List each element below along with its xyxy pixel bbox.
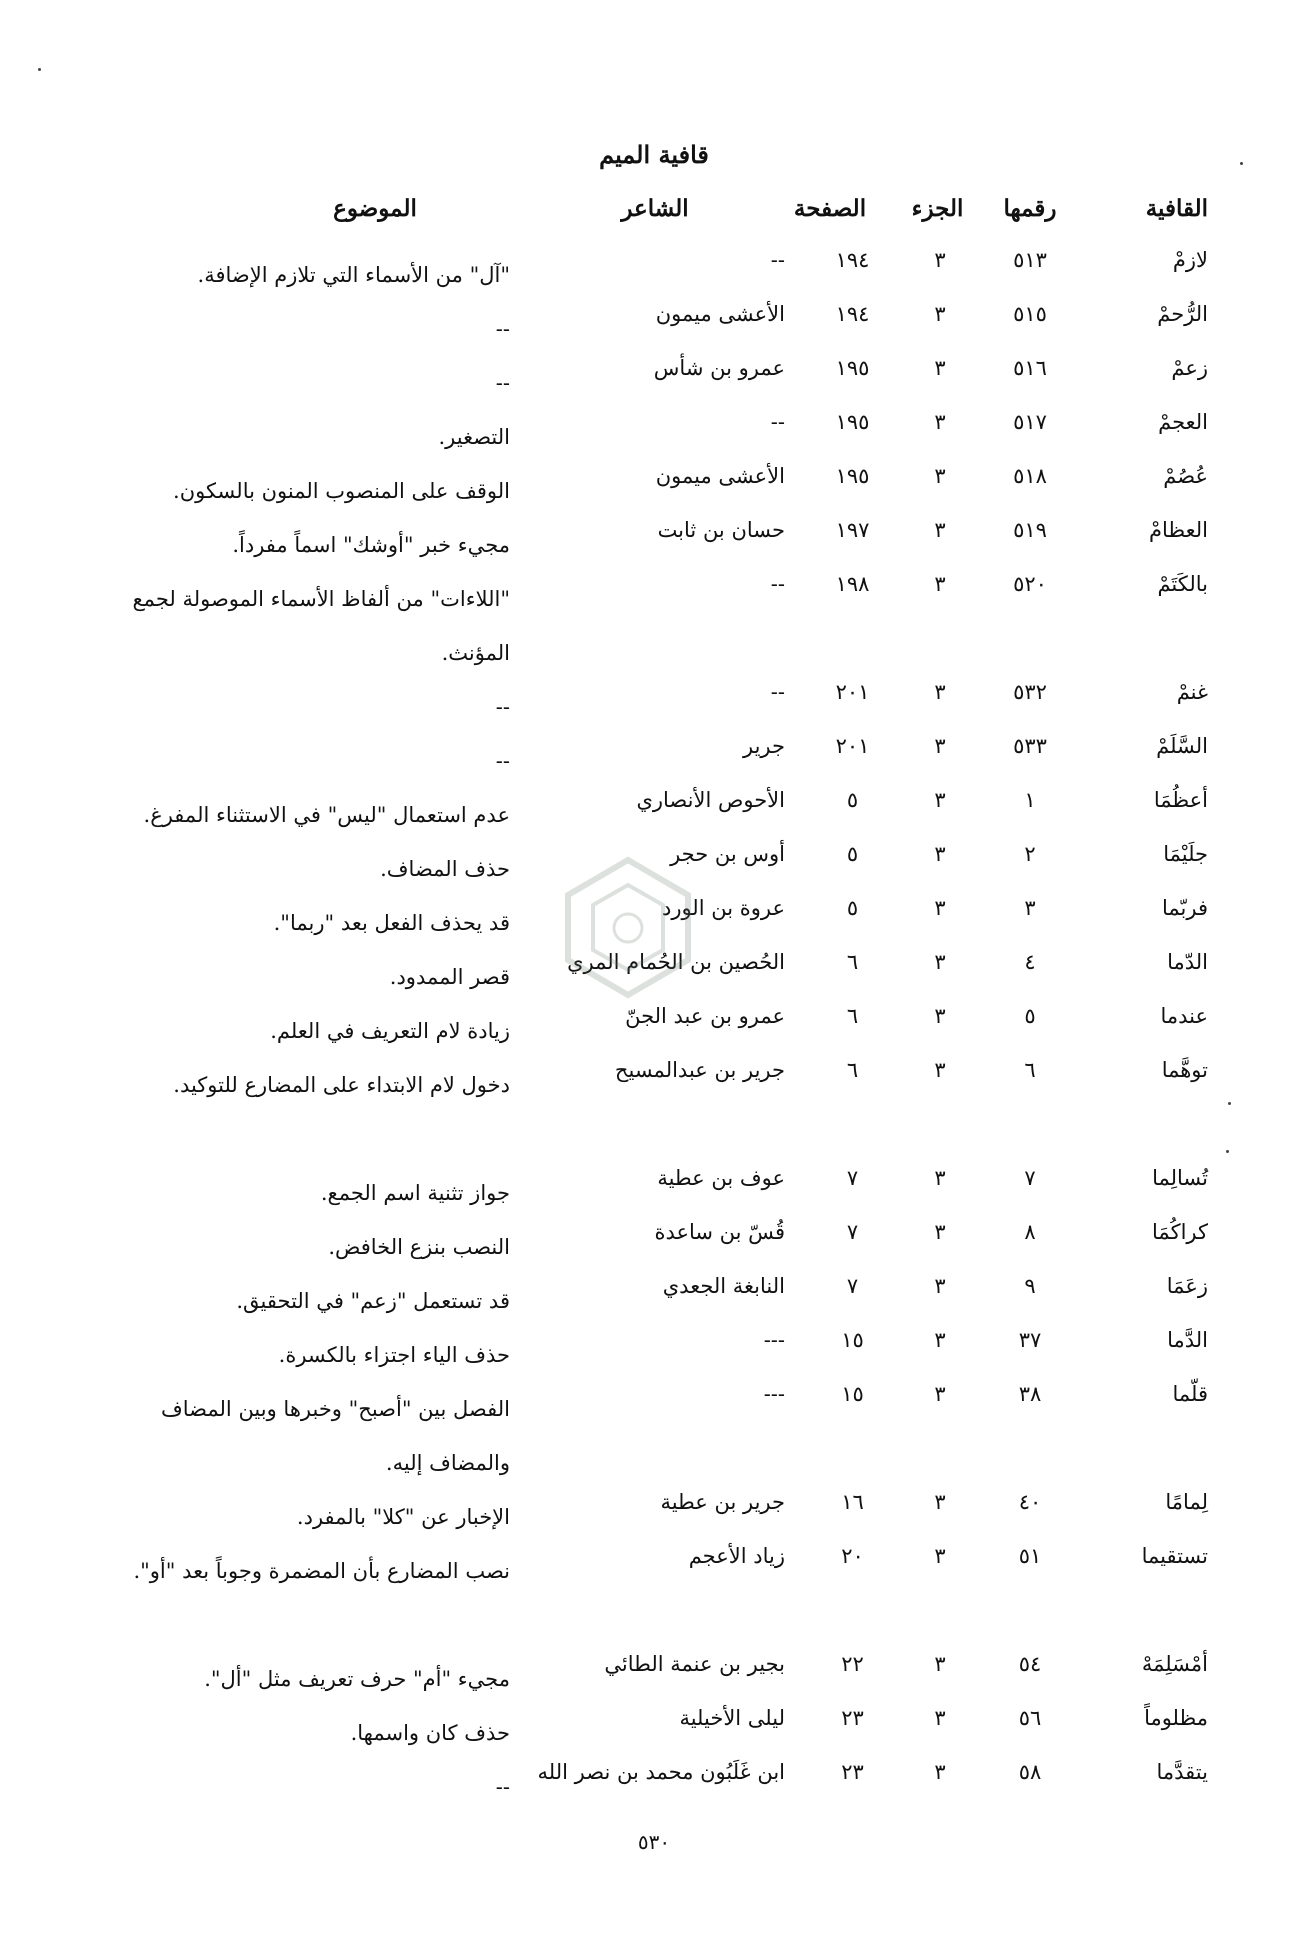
qafiya-cell: غنمْ [1176, 680, 1208, 704]
poet-cell: أوس بن حجر [670, 842, 785, 866]
qafiya-cell: تستقيما [1141, 1544, 1208, 1568]
table-row [0, 788, 1308, 842]
poet-cell: ليلى الأخيلية [679, 1706, 785, 1730]
juz-cell: ٣ [934, 518, 946, 542]
qafiya-cell: أمْسَلِمَهْ [1141, 1652, 1208, 1676]
qafiya-cell: يتقدَّما [1156, 1760, 1208, 1784]
raqm-cell: ٥١٨ [1013, 464, 1047, 488]
juz-cell: ٣ [934, 1274, 946, 1298]
table-row [0, 1490, 1308, 1544]
qafiya-cell: الدَّما [1167, 1328, 1208, 1352]
juz-cell: ٣ [934, 1166, 946, 1190]
juz-cell: ٣ [934, 1220, 946, 1244]
header-shaer: الشاعر [621, 195, 689, 222]
juz-cell: ٣ [934, 1382, 946, 1406]
poet-cell: قُسّ بن ساعدة [654, 1220, 785, 1244]
table-row [0, 1544, 1308, 1652]
safha-cell: ٥ [846, 842, 859, 866]
poet-cell: -- [770, 248, 785, 272]
safha-cell: ٧ [846, 1274, 859, 1298]
raqm-cell: ٣٧ [1018, 1328, 1042, 1352]
raqm-cell: ٨ [1024, 1220, 1036, 1244]
raqm-cell: ٥١٧ [1013, 410, 1047, 434]
safha-cell: ١٩٥ [835, 410, 870, 434]
qafiya-cell: بالكَتَمْ [1157, 572, 1208, 596]
poet-cell: عوف بن عطية [657, 1166, 785, 1190]
table-row [0, 1652, 1308, 1706]
raqm-cell: ٥١ [1018, 1544, 1042, 1568]
qafiya-cell: لازمْ [1172, 248, 1208, 272]
scan-speck [1228, 1102, 1231, 1105]
safha-cell: ٦ [846, 950, 859, 974]
poet-cell: عمرو بن شأس [653, 356, 785, 380]
topic-cell: جواز تثنية اسم الجمع. [320, 1181, 510, 1205]
topic-cell: حذف الياء اجتزاء بالكسرة. [278, 1343, 510, 1367]
raqm-cell: ٥١٩ [1013, 518, 1047, 542]
topic-cell: قصر الممدود. [389, 965, 510, 989]
raqm-cell: ٥٢٠ [1013, 572, 1047, 596]
topic-cell: قد تستعمل "زعم" في التحقيق. [236, 1289, 510, 1313]
raqm-cell: ٥١٦ [1013, 356, 1047, 380]
topic-cell: التصغير. [438, 425, 510, 449]
poet-cell: -- [770, 410, 785, 434]
table-row [0, 410, 1308, 464]
header-safha: الصفحة [793, 195, 867, 222]
juz-cell: ٣ [934, 680, 946, 704]
raqm-cell: ٥٦ [1018, 1706, 1042, 1730]
raqm-cell: ٤ [1024, 950, 1036, 974]
header-mawdu: الموضوع [333, 195, 417, 222]
safha-cell: ١٩٤ [835, 302, 870, 326]
juz-cell: ٣ [934, 1544, 946, 1568]
qafiya-cell: عُصُمْ [1163, 464, 1208, 488]
safha-cell: ١٩٥ [835, 356, 870, 380]
raqm-cell: ٥١٣ [1013, 248, 1047, 272]
safha-cell: ٢٣ [841, 1706, 864, 1730]
topic-cell: حذف كان واسمها. [350, 1721, 510, 1745]
table-row [0, 1004, 1308, 1058]
safha-cell: ٢٠١ [835, 680, 870, 704]
qafiya-cell: السَّلَمْ [1156, 734, 1208, 758]
poet-cell: --- [763, 1382, 785, 1406]
topic-cell: الوقف على المنصوب المنون بالسكون. [173, 479, 510, 503]
juz-cell: ٣ [934, 1490, 946, 1514]
topic-cell: زيادة لام التعريف في العلم. [270, 1019, 510, 1043]
topic-cell: الفصل بين "أصبح" وخبرها وبين المضاف والمضاف إليه. [161, 1397, 510, 1475]
safha-cell: ١٩٥ [835, 464, 870, 488]
poet-cell: عروة بن الورد [661, 896, 785, 920]
qafiya-cell: زعَمَا [1166, 1274, 1208, 1298]
scan-speck [38, 68, 41, 71]
qafiya-cell: الدّما [1167, 950, 1208, 974]
scan-speck [1226, 1150, 1229, 1153]
topic-cell: الإخبار عن "كلا" بالمفرد. [296, 1505, 510, 1529]
juz-cell: ٣ [934, 734, 946, 758]
table-row [0, 1058, 1308, 1166]
table-row [0, 734, 1308, 788]
raqm-cell: ٥٤ [1018, 1652, 1042, 1676]
juz-cell: ٣ [934, 1652, 946, 1676]
juz-cell: ٣ [934, 788, 946, 812]
page-title: قافية الميم [599, 140, 709, 169]
poet-cell: الأعشى ميمون [655, 302, 785, 326]
juz-cell: ٣ [934, 1760, 946, 1784]
juz-cell: ٣ [934, 896, 946, 920]
raqm-cell: ٤٠ [1018, 1490, 1042, 1514]
table-row [0, 1166, 1308, 1220]
scan-speck [1240, 162, 1243, 165]
safha-cell: ٧ [846, 1166, 859, 1190]
poet-cell: -- [770, 572, 785, 596]
table-row [0, 680, 1308, 734]
topic-cell: -- [495, 695, 510, 719]
qafiya-cell: عندما [1160, 1004, 1208, 1028]
safha-cell: ١٩٤ [835, 248, 870, 272]
safha-cell: ٦ [846, 1004, 859, 1028]
table-row [0, 572, 1308, 680]
juz-cell: ٣ [934, 302, 946, 326]
poet-cell: --- [763, 1328, 785, 1352]
poet-cell: الحُصين بن الحُمام المري [567, 950, 785, 974]
juz-cell: ٣ [934, 1058, 946, 1082]
watermark-seal [548, 850, 708, 1000]
table-body [0, 248, 1308, 1814]
juz-cell: ٣ [934, 464, 946, 488]
safha-cell: ٥ [846, 788, 859, 812]
safha-cell: ١٥ [841, 1328, 864, 1352]
table-row [0, 1220, 1308, 1274]
topic-cell: -- [495, 317, 510, 341]
table-row [0, 1274, 1308, 1328]
raqm-cell: ٥١٥ [1013, 302, 1047, 326]
topic-cell: حذف المضاف. [380, 857, 510, 881]
topic-cell: مجيء خبر "أوشك" اسماً مفرداً. [232, 533, 510, 557]
juz-cell: ٣ [934, 950, 946, 974]
header-raqm: رقمها [1003, 195, 1057, 222]
safha-cell: ١٥ [841, 1382, 864, 1406]
raqm-cell: ٣ [1024, 896, 1036, 920]
juz-cell: ٣ [934, 572, 946, 596]
safha-cell: ٦ [846, 1058, 859, 1082]
table-row [0, 1382, 1308, 1490]
safha-cell: ٢٣ [841, 1760, 864, 1784]
poet-cell: الأعشى ميمون [655, 464, 785, 488]
table-header [0, 195, 1308, 231]
topic-cell: مجيء "أم" حرف تعريف مثل "أل". [204, 1667, 510, 1691]
table-row [0, 1706, 1308, 1760]
topic-cell: "اللاءات" من ألفاظ الأسماء الموصولة لجمع المؤنث. [132, 587, 510, 665]
poet-cell: زياد الأعجم [688, 1544, 785, 1568]
page-number: ٥٣٠ [637, 1830, 671, 1854]
poet-cell: الأحوص الأنصاري [636, 788, 785, 812]
qafiya-cell: لِمامًا [1165, 1490, 1208, 1514]
raqm-cell: ٣٨ [1018, 1382, 1042, 1406]
poet-cell: بجير بن عنمة الطائي [604, 1652, 785, 1676]
header-qafiya: القافية [1145, 195, 1208, 222]
qafiya-cell: قلّما [1172, 1382, 1208, 1406]
topic-cell: قد يحذف الفعل بعد "ربما". [273, 911, 510, 935]
header-juz: الجزء [911, 195, 964, 222]
table-row [0, 302, 1308, 356]
safha-cell: ٧ [846, 1220, 859, 1244]
table-row [0, 356, 1308, 410]
table-row [0, 1328, 1308, 1382]
raqm-cell: ١ [1024, 788, 1036, 812]
topic-cell: -- [495, 1775, 510, 1799]
juz-cell: ٣ [934, 356, 946, 380]
raqm-cell: ٥٣٢ [1013, 680, 1047, 704]
topic-cell: -- [495, 371, 510, 395]
raqm-cell: ٩ [1024, 1274, 1036, 1298]
topic-cell: النصب بنزع الخافض. [328, 1235, 510, 1259]
raqm-cell: ٥ [1024, 1004, 1036, 1028]
poet-cell: عمرو بن عبد الجنّ [625, 1004, 785, 1028]
qafiya-cell: توهَّما [1161, 1058, 1208, 1082]
juz-cell: ٣ [934, 1004, 946, 1028]
safha-cell: ١٦ [841, 1490, 864, 1514]
topic-cell: نصب المضارع بأن المضمرة وجوباً بعد "أو". [133, 1559, 510, 1583]
topic-cell: -- [495, 749, 510, 773]
poet-cell: حسان بن ثابت [657, 518, 785, 542]
poet-cell: ابن غَلَبُون محمد بن نصر الله [537, 1760, 785, 1784]
raqm-cell: ٦ [1024, 1058, 1036, 1082]
juz-cell: ٣ [934, 248, 946, 272]
topic-cell: عدم استعمال "ليس" في الاستثناء المفرغ. [143, 803, 510, 827]
qafiya-cell: فربّما [1161, 896, 1208, 920]
juz-cell: ٣ [934, 1706, 946, 1730]
juz-cell: ٣ [934, 842, 946, 866]
safha-cell: ٢٠ [841, 1544, 864, 1568]
raqm-cell: ٢ [1024, 842, 1036, 866]
qafiya-cell: أعظُمَا [1153, 788, 1208, 812]
topic-cell: دخول لام الابتداء على المضارع للتوكيد. [173, 1073, 510, 1097]
safha-cell: ٢٠١ [835, 734, 870, 758]
poet-cell: -- [770, 680, 785, 704]
topic-cell: "آل" من الأسماء التي تلازم الإضافة. [197, 263, 510, 287]
poet-cell: جرير بن عطية [660, 1490, 785, 1514]
juz-cell: ٣ [934, 1328, 946, 1352]
table-row [0, 464, 1308, 518]
raqm-cell: ٥٣٣ [1013, 734, 1047, 758]
qafiya-cell: تُسالِما [1152, 1166, 1208, 1190]
safha-cell: ١٩٧ [835, 518, 870, 542]
juz-cell: ٣ [934, 410, 946, 434]
qafiya-cell: مظلوماً [1144, 1706, 1208, 1730]
poet-cell: النابغة الجعدي [662, 1274, 785, 1298]
poet-cell: جرير بن عبدالمسيح [614, 1058, 785, 1082]
table-row [0, 1760, 1308, 1814]
qafiya-cell: العجمْ [1158, 410, 1208, 434]
raqm-cell: ٧ [1024, 1166, 1036, 1190]
poet-cell: جرير [743, 734, 785, 758]
table-row [0, 248, 1308, 302]
safha-cell: ٢٢ [841, 1652, 864, 1676]
qafiya-cell: الرُّحمْ [1157, 302, 1208, 326]
table-row [0, 518, 1308, 572]
safha-cell: ١٩٨ [835, 572, 870, 596]
qafiya-cell: جلَيْمَا [1163, 842, 1208, 866]
qafiya-cell: زعمْ [1171, 356, 1208, 380]
qafiya-cell: كراكُمَا [1152, 1220, 1208, 1244]
raqm-cell: ٥٨ [1018, 1760, 1042, 1784]
qafiya-cell: العظامْ [1149, 518, 1208, 542]
safha-cell: ٥ [846, 896, 859, 920]
